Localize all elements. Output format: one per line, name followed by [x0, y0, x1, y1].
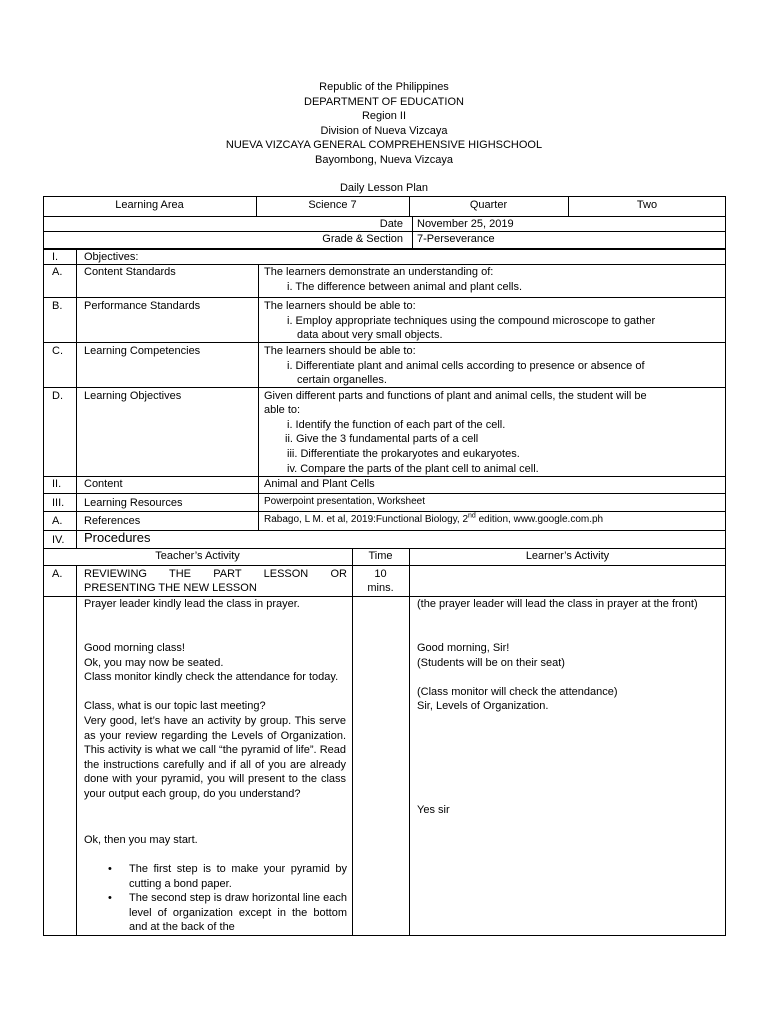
- learning-objectives-number: D.: [52, 390, 63, 402]
- procedure-a-time-unit: mins.: [367, 582, 394, 594]
- content-standards-number: A.: [52, 266, 63, 278]
- learner-line: Sir, Levels of Organization.: [417, 700, 549, 712]
- references-number: A.: [52, 515, 63, 527]
- header-division: Division of Nueva Vizcaya: [320, 124, 448, 137]
- learner-activity-header: Learner’s Activity: [525, 550, 610, 562]
- procedure-a-time-value: 10: [374, 568, 387, 580]
- page-title: Daily Lesson Plan: [339, 182, 429, 194]
- learner-line: (the prayer leader will lead the class in prayer at the front): [417, 598, 698, 610]
- learning-objective-item: i. Identify the function of each part of the cell.: [287, 419, 506, 431]
- document-header: [0, 80, 768, 168]
- procedure-a-number: A.: [52, 568, 63, 580]
- learner-line: (Class monitor will check the attendance): [417, 686, 618, 698]
- learning-competencies-item-line1: i. Differentiate plant and animal cells according to presence or absence of: [287, 360, 645, 372]
- quarter-label: Quarter: [469, 199, 508, 211]
- content-standards-item: i. The difference between animal and plant cells.: [287, 281, 523, 293]
- teacher-activity-header: Teacher’s Activity: [155, 550, 240, 562]
- content-standards-intro: The learners demonstrate an understanding of:: [264, 266, 494, 278]
- teacher-line: Class monitor kindly check the attendance for today.: [84, 671, 339, 683]
- learning-objective-item: iii. Differentiate the prokaryotes and eukaryotes.: [287, 448, 520, 460]
- performance-standards-label: Performance Standards: [84, 300, 201, 312]
- learning-competencies-item-line2: certain organelles.: [297, 374, 387, 386]
- procedure-a-title-line1: REVIEWING THE PART LESSON OR: [84, 568, 347, 580]
- teacher-line: Class, what is our topic last meeting?: [84, 700, 266, 712]
- date-value: November 25, 2019: [417, 218, 514, 230]
- date-label: Date: [379, 218, 403, 230]
- learning-competencies-label: Learning Competencies: [84, 345, 201, 357]
- learner-line: (Students will be on their seat): [417, 657, 565, 669]
- learning-area-label: Learning Area: [115, 199, 184, 211]
- performance-standards-item-line2: data about very small objects.: [297, 329, 443, 341]
- learning-objective-item: iv. Compare the parts of the plant cell to animal cell.: [287, 463, 539, 475]
- header-republic: Republic of the Philippines: [319, 81, 449, 93]
- instruction-step: • The first step is to make your pyramid by cutting a bond paper.: [129, 862, 347, 891]
- learning-competencies-number: C.: [52, 345, 63, 357]
- quarter-value: Two: [636, 199, 658, 211]
- teacher-paragraph: Very good, let’s have an activity by group. This serve as your review regarding the Levels of Organization. This activity is what we call “the pyramid of life”. Read the instructions carefully and if all of you are already done with your pyramid, you will present to the class your output each group, do you understand?: [84, 715, 346, 800]
- section-ii-number: II.: [52, 478, 62, 490]
- procedure-a-title-line2: PRESENTING THE NEW LESSON: [84, 582, 257, 594]
- learner-line: Good morning, Sir!: [417, 642, 510, 654]
- references-value: Rabago, L M. et al, 2019:Functional Biology, 2nd edition, www.google.com.ph: [264, 512, 604, 525]
- learning-resources-value: Powerpoint presentation, Worksheet: [264, 496, 426, 507]
- teacher-line: Ok, you may now be seated.: [84, 657, 224, 669]
- performance-standards-item-line1: i. Employ appropriate techniques using the compound microscope to gather: [287, 315, 656, 327]
- header-region: Region II: [361, 110, 407, 123]
- learning-objective-item: ii. Give the 3 fundamental parts of a cell: [285, 433, 479, 445]
- grade-section-label: Grade & Section: [322, 233, 403, 245]
- references-label: References: [84, 515, 141, 527]
- learning-competencies-intro: The learners should be able to:: [264, 345, 416, 357]
- learning-objectives-label: Learning Objectives: [84, 390, 182, 402]
- header-school: NUEVA VIZCAYA GENERAL COMPREHENSIVE HIGHSCHOOL: [225, 139, 543, 152]
- procedures-heading: Procedures: [84, 530, 151, 545]
- content-label: Content: [84, 478, 123, 490]
- teacher-line: Prayer leader kindly lead the class in prayer.: [84, 598, 300, 610]
- performance-standards-intro: The learners should be able to:: [264, 300, 416, 312]
- objectives-heading: Objectives:: [84, 251, 139, 263]
- learning-objectives-intro-line2: able to:: [264, 404, 301, 416]
- header-address: Bayombong, Nueva Vizcaya: [315, 153, 453, 166]
- instruction-list: [129, 862, 347, 935]
- learning-objectives-intro-line1: Given different parts and functions of plant and animal cells, the student will be: [264, 390, 647, 402]
- grade-section-value: 7-Perseverance: [417, 233, 495, 245]
- content-value: Animal and Plant Cells: [264, 478, 375, 490]
- content-standards-label: Content Standards: [84, 266, 176, 278]
- learning-area-value: Science 7: [308, 199, 357, 211]
- teacher-line: Good morning class!: [84, 642, 185, 654]
- teacher-line: Ok, then you may start.: [84, 834, 198, 846]
- section-iii-number: III.: [52, 497, 65, 509]
- learning-resources-label: Learning Resources: [84, 497, 183, 509]
- performance-standards-number: B.: [52, 300, 63, 312]
- section-i-number: I.: [52, 251, 59, 263]
- learner-line: Yes sir: [417, 804, 450, 816]
- time-header: Time: [368, 550, 393, 562]
- header-department: DEPARTMENT OF EDUCATION: [304, 95, 464, 108]
- instruction-step: • The second step is draw horizontal line each level of organization except in the bottom and at the back of the: [129, 891, 347, 935]
- section-iv-number: IV.: [52, 534, 65, 546]
